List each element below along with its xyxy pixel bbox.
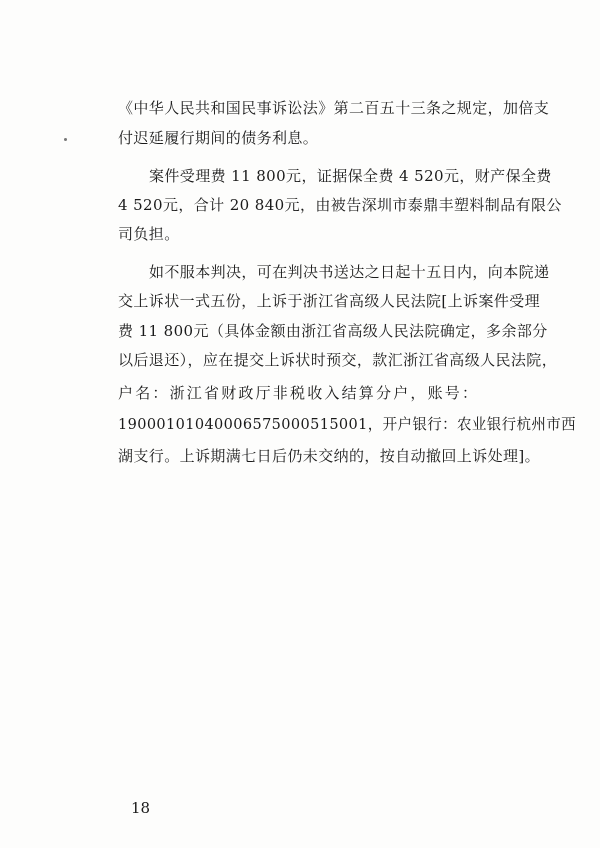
text-line-9: 以后退还），应在提交上诉状时预交，款汇浙江省高级人民法院， [118,351,558,369]
text-line-2: 付迟延履行期间的债务利息。 [118,129,319,147]
text-line-1: 《中华人民共和国民事诉讼法》第二百五十三条之规定，加倍支 [118,99,550,117]
page-number: 18 [131,799,151,817]
text-line-11: 19000101040006575000515001，开户银行：农业银行杭州市西 [118,415,577,433]
text-line-10: 户名：浙江省财政厅非税收入结算分户，账号： [118,384,480,402]
scan-speck [64,138,67,141]
text-line-3: 案件受理费 11 800元，证据保全费 4 520元，财产保全费 [149,167,552,185]
text-line-4: 4 520元，合计 20 840元，由被告深圳市泰鼎丰塑料制品有限公 [118,196,562,214]
text-line-6: 如不服本判决，可在判决书送达之日起十五日内，向本院递 [149,263,550,281]
text-line-12: 湖支行。上诉期满七日后仍未交纳的，按自动撤回上诉处理]。 [118,447,541,465]
text-line-8: 费 11 800元（具体金额由浙江省高级人民法院确定，多余部分 [118,322,548,340]
text-line-7: 交上诉状一式五份，上诉于浙江省高级人民法院[上诉案件受理 [118,292,541,310]
text-line-5: 司负担。 [118,225,180,243]
